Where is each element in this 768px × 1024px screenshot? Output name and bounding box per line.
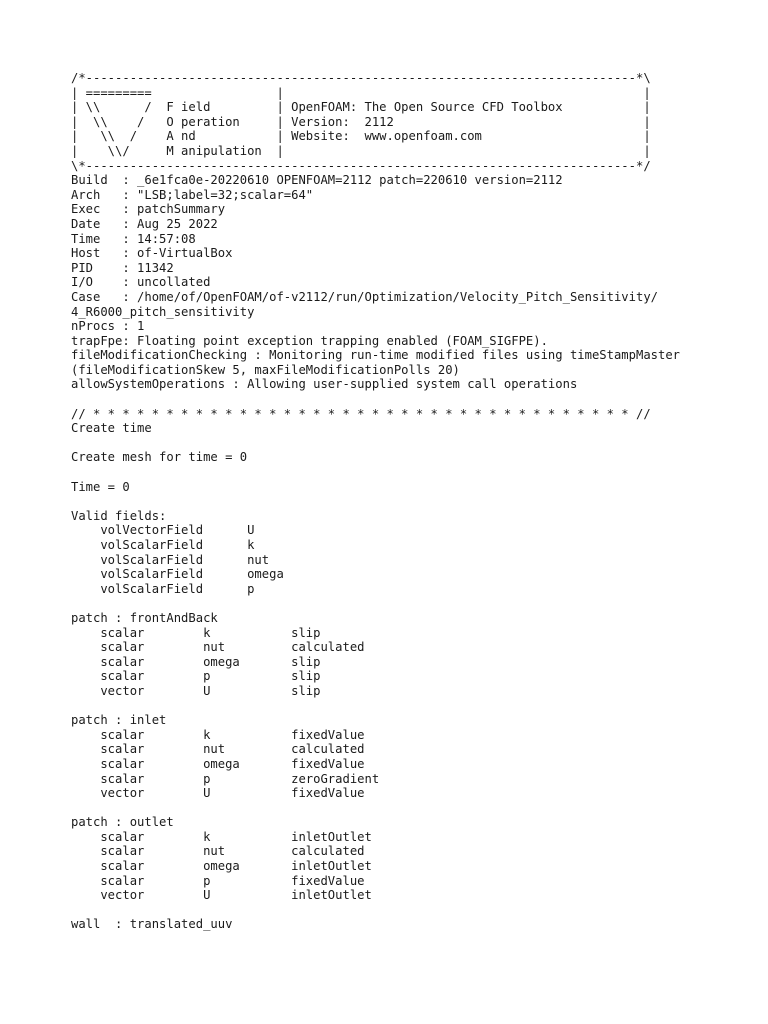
patch-row: vector U inletOutlet	[71, 888, 372, 903]
banner-line: \*---------------------------------------------------------------------------*/	[71, 158, 651, 173]
wall-line: wall : translated_uuv	[71, 917, 233, 932]
patch-row: scalar k inletOutlet	[71, 829, 372, 844]
patch-row: scalar k slip	[71, 625, 321, 640]
patch-row: scalar p zeroGradient	[71, 771, 380, 786]
patch-row: scalar k fixedValue	[71, 727, 365, 742]
openfoam-banner	[71, 71, 761, 173]
banner-line: | ========= | |	[71, 85, 651, 100]
field-row: volScalarField k	[71, 538, 255, 552]
banner-line: /*---------------------------------------------------------------------------*\	[71, 71, 651, 85]
header-info	[71, 173, 761, 392]
header-arch: Arch : "LSB;label=32;scalar=64"	[71, 187, 314, 202]
patch-row: scalar p fixedValue	[71, 873, 365, 888]
field-row: volScalarField omega	[71, 567, 284, 582]
header-file-modification: fileModificationChecking : Monitoring run-time modified files using timeStampMaster	[71, 348, 681, 363]
header-case: Case : /home/of/OpenFOAM/of-v2112/run/Optimization/Velocity_Pitch_Sensitivity/	[71, 289, 658, 304]
blank-line	[71, 465, 761, 480]
blank-line	[71, 392, 761, 407]
field-row: volScalarField nut	[71, 552, 270, 567]
field-row: volVectorField U	[71, 523, 255, 538]
patch-row: scalar nut calculated	[71, 844, 365, 859]
patch-row: scalar nut calculated	[71, 640, 365, 655]
valid-fields-section	[71, 509, 761, 597]
separator-line: // * * * * * * * * * * * * * * * * * * * * * * * * * * * * * * * * * * * * * //	[71, 406, 651, 421]
terminal-log	[71, 71, 761, 932]
patch-section-outlet	[71, 815, 761, 903]
patch-row: scalar nut calculated	[71, 742, 365, 757]
blank-line	[71, 436, 761, 451]
create-time-line: Create time	[71, 421, 152, 436]
patch-heading: patch : inlet	[71, 713, 167, 728]
header-date: Date : Aug 25 2022	[71, 216, 218, 231]
time-line: Time = 0	[71, 479, 130, 494]
patch-row: vector U fixedValue	[71, 786, 365, 801]
header-build: Build : _6e1fca0e-20220610 OPENFOAM=2112 patch=220610 version=2112	[71, 173, 563, 188]
header-pid: PID : 11342	[71, 260, 174, 275]
header-host: Host : of-VirtualBox	[71, 246, 233, 261]
patch-row: scalar omega slip	[71, 654, 321, 669]
banner-line: | \\ / F ield | OpenFOAM: The Open Source CFD Toolbox |	[71, 100, 651, 115]
header-file-modification-continued: (fileModificationSkew 5, maxFileModificationPolls 20)	[71, 362, 460, 377]
header-allow-system-ops: allowSystemOperations : Allowing user-supplied system call operations	[71, 377, 578, 392]
blank-line	[71, 801, 761, 816]
create-mesh-line: Create mesh for time = 0	[71, 450, 248, 465]
patch-section-inlet	[71, 713, 761, 801]
header-io: I/O : uncollated	[71, 275, 211, 290]
header-nprocs: nProcs : 1	[71, 319, 145, 334]
blank-line	[71, 494, 761, 509]
valid-fields-heading: Valid fields:	[71, 508, 167, 523]
blank-line	[71, 903, 761, 918]
header-trapfpe: trapFpe: Floating point exception trapping enabled (FOAM_SIGFPE).	[71, 333, 548, 348]
banner-line: | \\ / A nd | Website: www.openfoam.com |	[71, 129, 651, 144]
header-exec: Exec : patchSummary	[71, 202, 226, 217]
banner-line: | \\ / O peration | Version: 2112 |	[71, 114, 651, 129]
banner-line: | \\/ M anipulation | |	[71, 143, 651, 158]
patch-heading: patch : frontAndBack	[71, 610, 218, 625]
patch-row: scalar omega fixedValue	[71, 756, 365, 771]
blank-line	[71, 699, 761, 714]
header-time: Time : 14:57:08	[71, 231, 196, 246]
patch-row: scalar omega inletOutlet	[71, 859, 372, 874]
field-row: volScalarField p	[71, 581, 255, 596]
patch-row: vector U slip	[71, 683, 321, 698]
patch-row: scalar p slip	[71, 669, 321, 684]
blank-line	[71, 596, 761, 611]
header-case-continued: 4_R6000_pitch_sensitivity	[71, 304, 255, 319]
patch-section-front-and-back	[71, 611, 761, 699]
patch-heading: patch : outlet	[71, 815, 174, 830]
